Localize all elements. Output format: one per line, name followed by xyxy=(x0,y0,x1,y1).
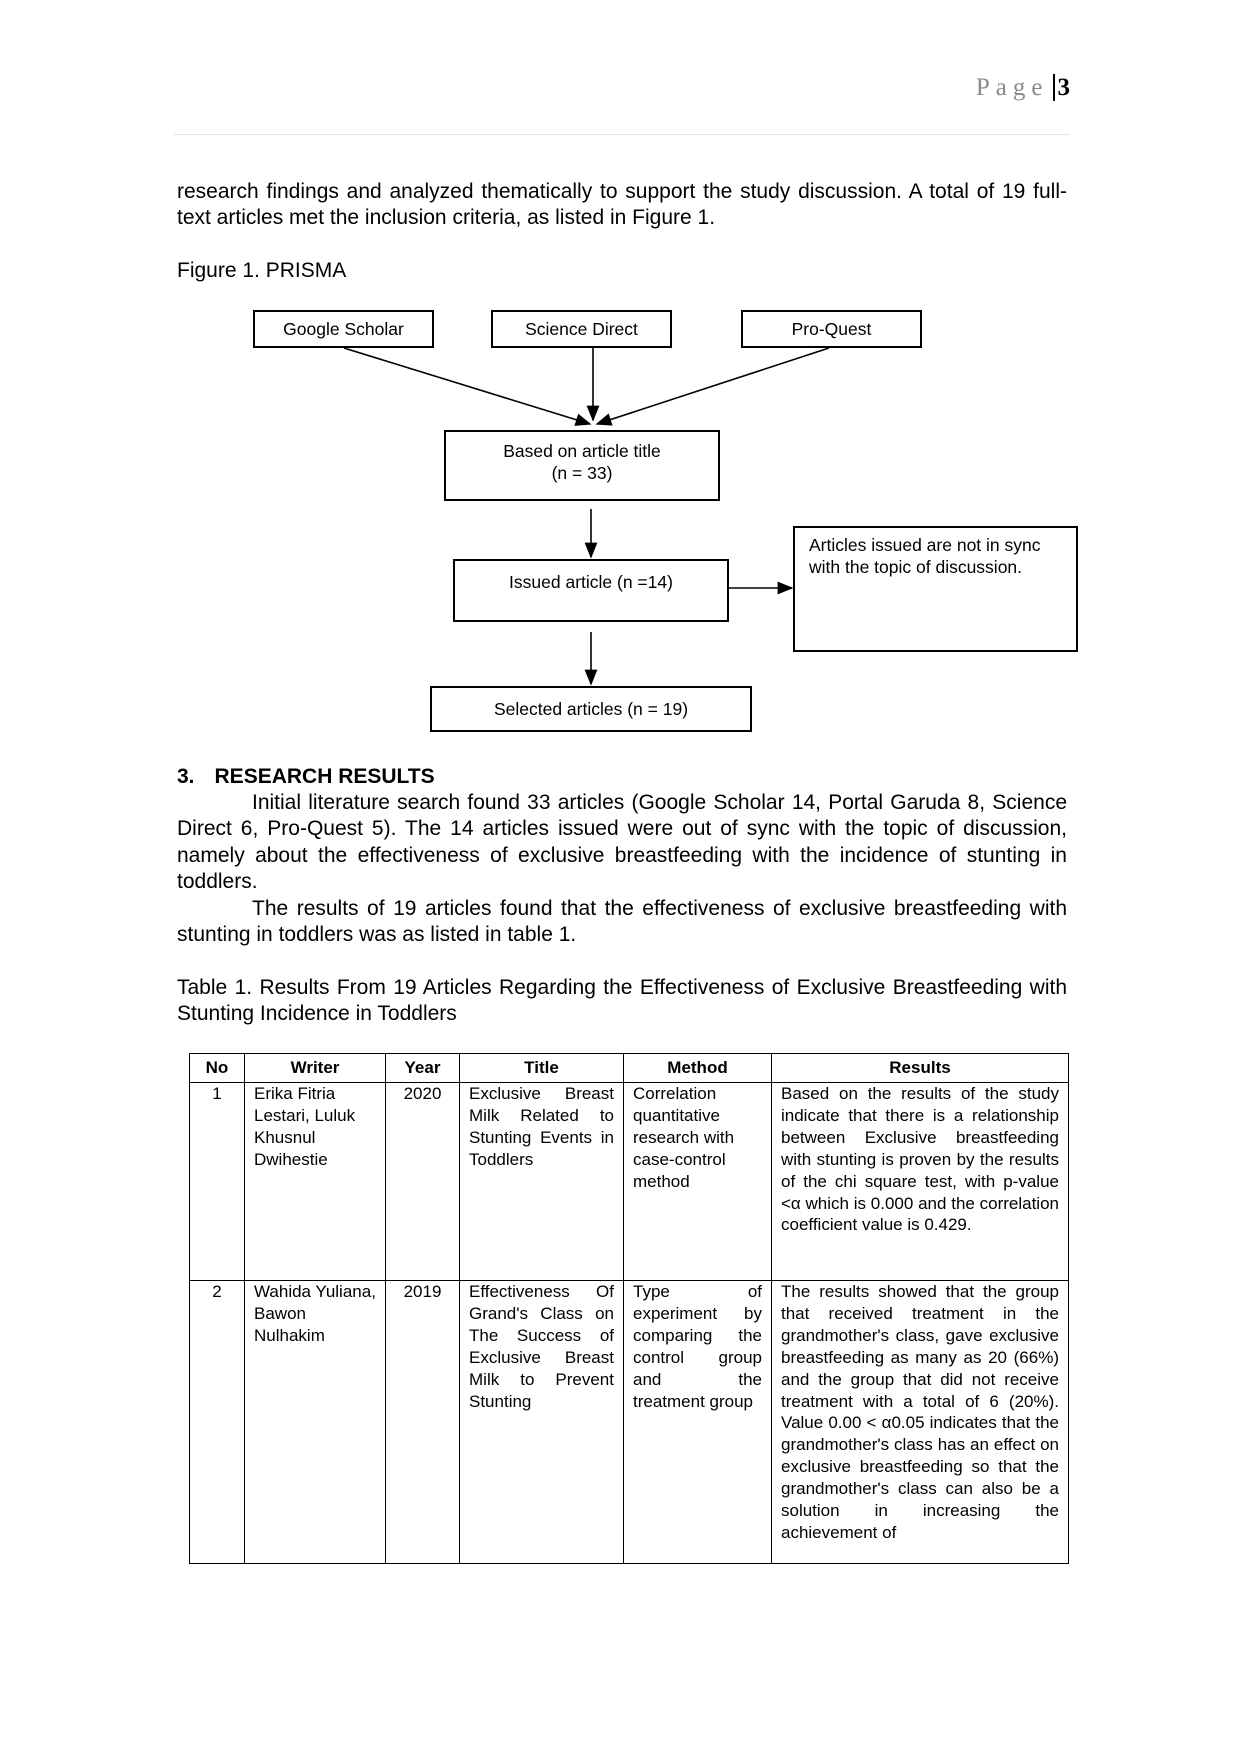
selected-articles-box: Selected articles (n = 19) xyxy=(430,686,752,732)
cell-results: Based on the results of the study indicate that there is a relationship between Exclusive breastfeeding with stunting is proven by the results of the chi square test, with p-value <α which is 0.000 and the correlation coefficient value is 0.429. xyxy=(772,1083,1069,1281)
source-science-direct: Science Direct xyxy=(491,310,672,348)
cell-year: 2019 xyxy=(386,1281,460,1564)
cell-title: Exclusive Breast Milk Related to Stunting Events in Toddlers xyxy=(460,1083,624,1281)
cell-no: 2 xyxy=(190,1281,245,1564)
arrow-pro-quest xyxy=(597,348,829,424)
cell-title: Effectiveness Of Grand's Class on The Success of Exclusive Breast Milk to Prevent Stunting xyxy=(460,1281,624,1564)
section-number: 3. xyxy=(177,765,195,788)
cell-writer: Erika Fitria Lestari, Luluk Khusnul Dwihestie xyxy=(245,1083,386,1281)
section-title: RESEARCH RESULTS xyxy=(214,765,435,788)
table-row xyxy=(190,1281,1069,1564)
cell-no: 1 xyxy=(190,1083,245,1281)
results-paragraph-1: Initial literature search found 33 articles (Google Scholar 14, Portal Garuda 8, Science Direct 6, Pro-Quest 5). The 14 articles issued were out of sync with the topic of discussion, namely about the effectiveness of exclusive breastfeeding with the incidence of stunting in toddlers. xyxy=(177,791,1067,894)
source-google-scholar: Google Scholar xyxy=(253,310,434,348)
cell-method: Type of experiment by comparing the control group and the treatment group xyxy=(624,1281,772,1564)
intro-paragraph: research findings and analyzed thematically to support the study discussion. A total of 19 full-text articles met the inclusion criteria, as listed in Figure 1. xyxy=(177,180,1067,230)
header-title: Title xyxy=(460,1054,624,1083)
table-header-row xyxy=(190,1054,1069,1083)
arrow-google-scholar xyxy=(344,348,590,424)
section-heading xyxy=(177,764,1067,790)
table-row xyxy=(190,1083,1069,1281)
table-caption: Table 1. Results From 19 Articles Regarding the Effectiveness of Exclusive Breastfeeding with Stunting Incidence in Toddlers xyxy=(177,976,1067,1026)
page-number: 3 xyxy=(1053,74,1071,101)
results-paragraph-2: The results of 19 articles found that the effectiveness of exclusive breastfeeding with stunting in toddlers was as listed in table 1. xyxy=(177,897,1067,947)
page-label: Page xyxy=(975,74,1049,101)
cell-writer: Wahida Yuliana, Bawon Nulhakim xyxy=(245,1281,386,1564)
results-table xyxy=(189,1053,1069,1564)
header-results: Results xyxy=(772,1054,1069,1083)
based-title-text: Based on article title xyxy=(503,441,661,461)
header-no: No xyxy=(190,1054,245,1083)
figure-caption: Figure 1. PRISMA xyxy=(177,259,347,282)
cell-year: 2020 xyxy=(386,1083,460,1281)
issued-article-box: Issued article (n =14) xyxy=(453,559,729,622)
header-year: Year xyxy=(386,1054,460,1083)
header-method: Method xyxy=(624,1054,772,1083)
cell-method: Correlation quantitative research with case-control method xyxy=(624,1083,772,1281)
excluded-box: Articles issued are not in sync with the topic of discussion. xyxy=(793,526,1078,652)
based-n-text: (n = 33) xyxy=(551,463,613,483)
flow-arrows xyxy=(0,0,1240,800)
header-writer: Writer xyxy=(245,1054,386,1083)
source-pro-quest: Pro-Quest xyxy=(741,310,922,348)
cell-results: The results showed that the group that received treatment in the grandmother's class, gave exclusive breastfeeding as many as 20 (66%) and the group that did not receive treatment with a total of 6 (20%). Value 0.00 < α0.05 indicates that the grandmother's class has an effect on exclusive breastfeeding so that the grandmother's class can also be a solution in increasing the achievement of xyxy=(772,1281,1069,1564)
